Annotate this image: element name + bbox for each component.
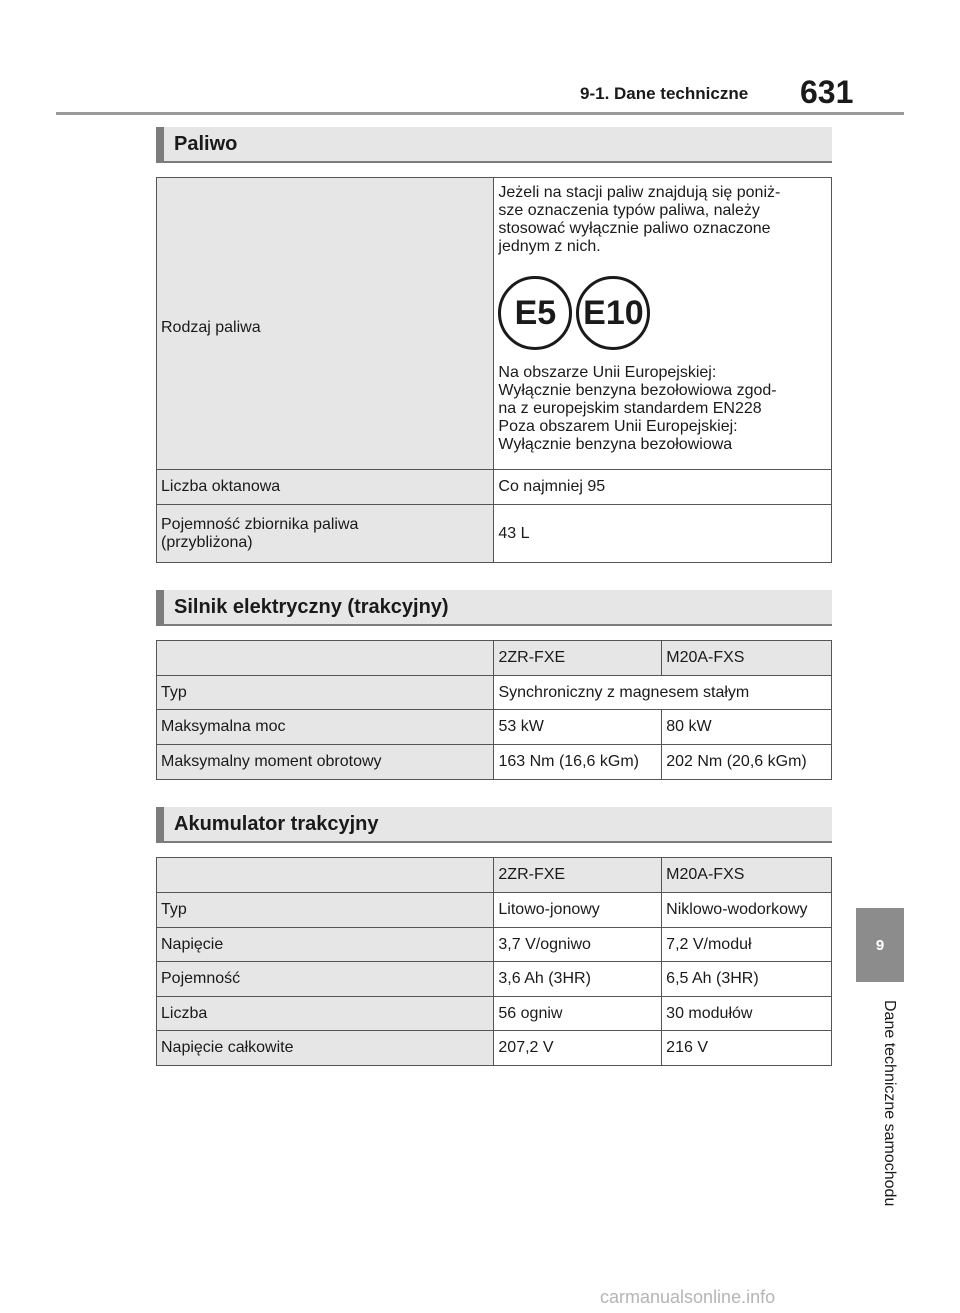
battery-total-voltage-label: Napięcie całkowite (157, 1031, 494, 1066)
motor-power-2zr: 53 kW (494, 710, 662, 745)
table-row (157, 641, 832, 676)
battery-header-empty (157, 858, 494, 893)
fuel-intro-line: stosować wyłącznie paliwo oznaczone (498, 220, 771, 237)
fuel-intro-line: jednym z nich. (498, 238, 601, 255)
battery-count-2zr: 56 ogniw (494, 997, 662, 1031)
fuel-detail-line: na z europejskim standardem EN228 (498, 400, 762, 417)
motor-section-heading (156, 590, 832, 626)
e5-fuel-badge: E5 (498, 276, 572, 350)
page-number: 631 (800, 74, 854, 110)
table-row (157, 745, 832, 780)
fuel-table (156, 177, 832, 563)
motor-torque-label: Maksymalny moment obrotowy (157, 745, 494, 780)
fuel-section-title: Paliwo (174, 132, 238, 155)
battery-capacity-label: Pojemność (157, 962, 494, 997)
motor-torque-2zr: 163 Nm (16,6 kGm) (494, 745, 662, 780)
fuel-section-heading (156, 127, 832, 163)
battery-table (156, 857, 832, 1066)
header-divider (56, 112, 904, 115)
table-row (157, 470, 832, 505)
battery-capacity-2zr: 3,6 Ah (3HR) (494, 962, 662, 997)
battery-count-label: Liczba (157, 997, 494, 1031)
battery-type-label: Typ (157, 893, 494, 928)
chapter-number: 9 (875, 936, 885, 954)
table-row (157, 928, 832, 962)
battery-count-m20a: 30 modułów (662, 997, 832, 1031)
motor-type-value: Synchroniczny z magnesem stałym (494, 676, 832, 710)
fuel-intro-line: sze oznaczenia typów paliwa, należy (498, 202, 760, 219)
battery-capacity-m20a: 6,5 Ah (3HR) (662, 962, 832, 997)
battery-section-title: Akumulator trakcyjny (174, 812, 379, 835)
e10-fuel-badge: E10 (576, 276, 650, 350)
tank-capacity-label (157, 505, 494, 563)
battery-section-heading (156, 807, 832, 843)
motor-table (156, 640, 832, 780)
battery-header-m20a: M20A-FXS (662, 858, 832, 893)
table-row (157, 1031, 832, 1066)
octane-label: Liczba oktanowa (157, 470, 494, 505)
battery-total-voltage-m20a: 216 V (662, 1031, 832, 1066)
battery-voltage-label: Napięcie (157, 928, 494, 962)
battery-voltage-2zr: 3,7 V/ogniwo (494, 928, 662, 962)
fuel-type-label: Rodzaj paliwa (157, 178, 494, 470)
table-row (157, 676, 832, 710)
fuel-detail-line: Poza obszarem Unii Europejskiej: (498, 418, 738, 435)
tank-label-line: Pojemność zbiornika paliwa (161, 515, 359, 533)
battery-voltage-m20a: 7,2 V/moduł (662, 928, 832, 962)
motor-type-label: Typ (157, 676, 494, 710)
section-title: 9-1. Dane techniczne (580, 84, 749, 103)
motor-header-m20a: M20A-FXS (662, 641, 832, 676)
battery-type-2zr: Litowo-jonowy (494, 893, 662, 928)
fuel-detail-line: Wyłącznie benzyna bezołowiowa zgod- (498, 382, 777, 399)
fuel-badges (498, 276, 827, 350)
chapter-label: Dane techniczne samochodu (881, 1000, 898, 1207)
tank-capacity-value: 43 L (494, 505, 832, 563)
fuel-detail-line: Na obszarze Unii Europejskiej: (498, 364, 717, 381)
motor-power-m20a: 80 kW (662, 710, 832, 745)
table-row (157, 893, 832, 928)
motor-header-empty (157, 641, 494, 676)
tank-label-line: (przybliżona) (161, 533, 253, 551)
motor-header-2zr: 2ZR-FXE (494, 641, 662, 676)
fuel-detail-line: Wyłącznie benzyna bezołowiowa (498, 436, 733, 453)
table-row (157, 710, 832, 745)
watermark: carmanualsonline.info (600, 1287, 776, 1307)
motor-section-title: Silnik elektryczny (trakcyjny) (174, 595, 449, 618)
fuel-type-value (494, 178, 832, 470)
motor-torque-m20a: 202 Nm (20,6 kGm) (662, 745, 832, 780)
table-row (157, 858, 832, 893)
table-row (157, 997, 832, 1031)
chapter-tab[interactable] (856, 908, 904, 982)
table-row (157, 178, 832, 470)
battery-header-2zr: 2ZR-FXE (494, 858, 662, 893)
fuel-intro-line: Jeżeli na stacji paliw znajdują się poniż- (498, 184, 781, 201)
battery-total-voltage-2zr: 207,2 V (494, 1031, 662, 1066)
octane-value: Co najmniej 95 (494, 470, 832, 505)
battery-type-m20a: Niklowo-wodorkowy (662, 893, 832, 928)
motor-power-label: Maksymalna moc (157, 710, 494, 745)
table-row (157, 505, 832, 563)
table-row (157, 962, 832, 997)
